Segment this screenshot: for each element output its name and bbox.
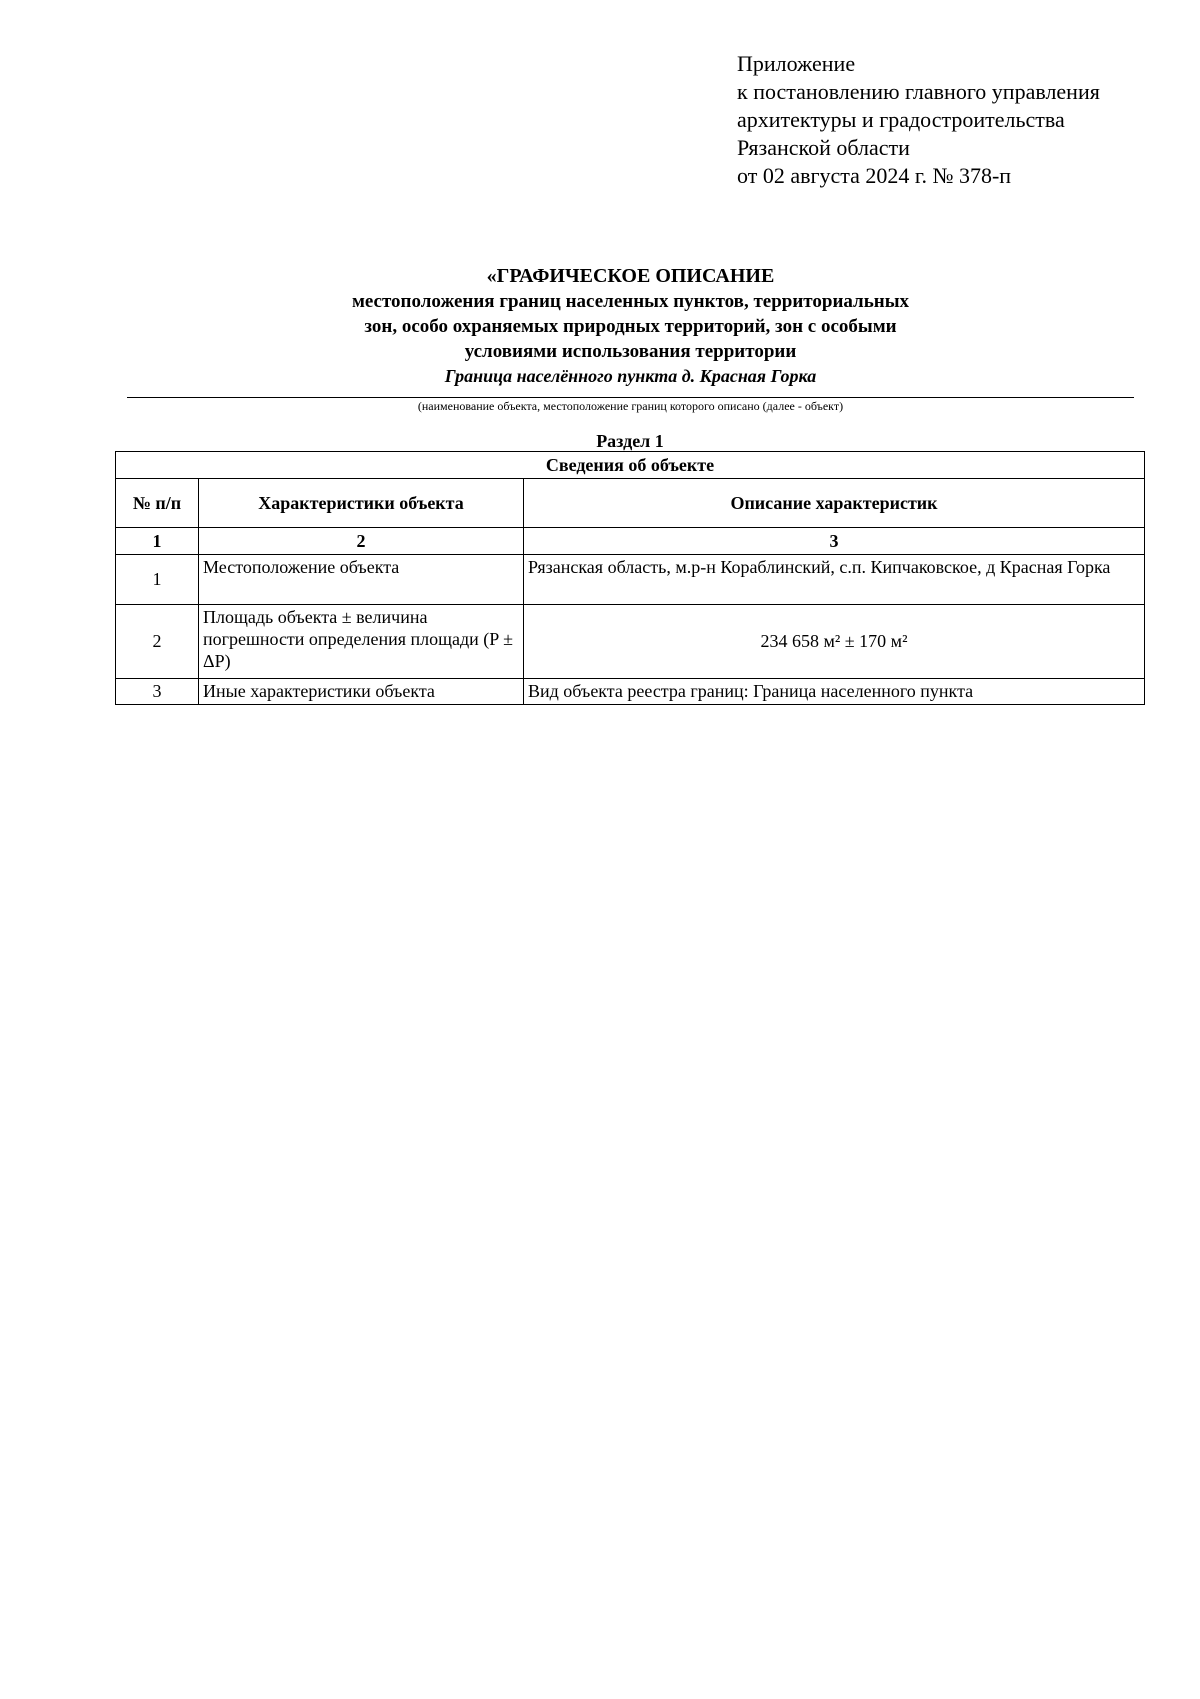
appendix-line: Рязанской области — [737, 135, 910, 160]
document-title — [127, 264, 1134, 388]
table-row — [116, 679, 1145, 705]
row-description: Рязанская область, м.р-н Кораблинский, с.п. Кипчаковское, д Красная Горка — [524, 555, 1145, 605]
object-caption: (наименование объекта, местоположение границ которого описано (далее - объект) — [417, 399, 844, 413]
object-info-table — [115, 451, 1145, 705]
header-characteristic: Характеристики объекта — [199, 479, 524, 528]
row-num: 3 — [116, 679, 199, 705]
appendix-block — [737, 50, 1100, 190]
table-row — [116, 555, 1145, 605]
appendix-line: от 02 августа 2024 г. № 378-п — [737, 163, 1012, 188]
column-number: 3 — [524, 528, 1145, 555]
column-number: 2 — [199, 528, 524, 555]
row-description: Вид объекта реестра границ: Граница населенного пункта — [524, 679, 1145, 705]
title-main: «ГРАФИЧЕСКОЕ ОПИСАНИЕ — [486, 265, 775, 287]
row-characteristic: Иные характеристики объекта — [199, 679, 524, 705]
header-description: Описание характеристик — [524, 479, 1145, 528]
appendix-line: Приложение — [737, 51, 856, 76]
row-num: 1 — [116, 555, 199, 605]
row-characteristic: Местоположение объекта — [199, 555, 524, 605]
row-description: 234 658 м² ± 170 м² — [524, 605, 1145, 679]
row-num: 2 — [116, 605, 199, 679]
appendix-line: к постановлению главного управления — [737, 79, 1100, 104]
row-characteristic: Площадь объекта ± величина погрешности определения площади (P ± ΔP) — [199, 605, 524, 679]
title-sub-line: условиями использования территории — [464, 341, 797, 362]
section-title: Раздел 1 — [596, 431, 664, 451]
object-name: Граница населённого пункта д. Красная Горка — [444, 366, 817, 386]
table-title: Сведения об объекте — [116, 452, 1145, 479]
column-number: 1 — [116, 528, 199, 555]
divider — [127, 397, 1134, 398]
title-sub-line: зон, особо охраняемых природных территорий, зон с особыми — [364, 316, 897, 337]
table-row — [116, 605, 1145, 679]
appendix-line: архитектуры и градостроительства — [737, 107, 1065, 132]
title-sub-line: местоположения границ населенных пунктов, территориальных — [351, 291, 910, 312]
header-num: № п/п — [116, 479, 199, 528]
